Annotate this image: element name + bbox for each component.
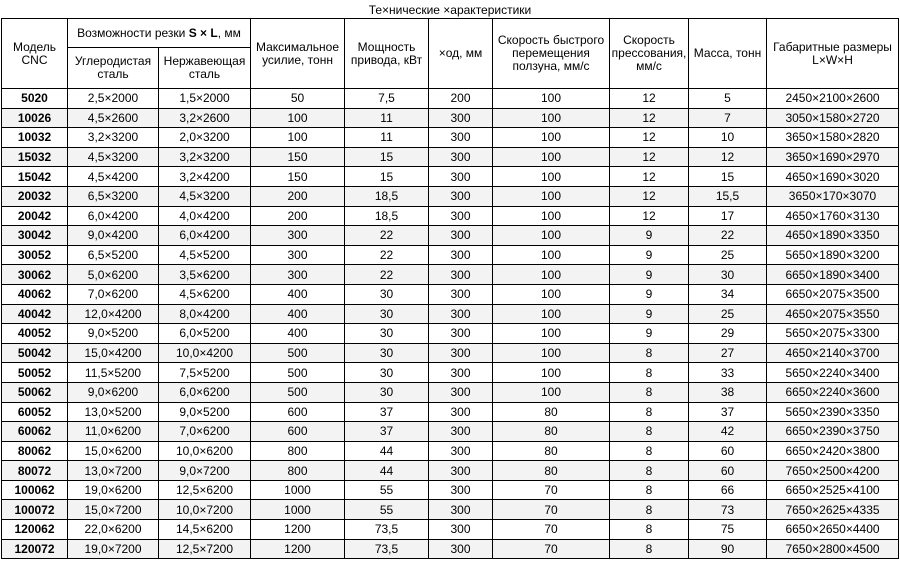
cell-fast-speed: 80 xyxy=(493,441,610,461)
cell-drive-power: 22 xyxy=(345,226,429,246)
cell-max-force: 300 xyxy=(251,226,345,246)
cell-press-speed: 9 xyxy=(610,226,689,246)
cell-mass: 29 xyxy=(689,324,767,344)
header-stroke: ×од, мм xyxy=(429,19,493,89)
cell-fast-speed: 80 xyxy=(493,422,610,442)
cell-carbon-steel: 3,2×3200 xyxy=(68,128,159,148)
cell-max-force: 400 xyxy=(251,284,345,304)
cell-carbon-steel: 2,5×2000 xyxy=(68,89,159,109)
page-title: Те×нические ×арактеристики xyxy=(368,3,532,17)
cell-dimensions: 7650×2500×4200 xyxy=(767,461,899,481)
table-row xyxy=(2,461,899,481)
cell-carbon-steel: 5,0×6200 xyxy=(68,265,159,285)
header-fast-speed: Скорость быстрого перемещения ползуна, мм/с xyxy=(493,19,610,89)
cell-fast-speed: 100 xyxy=(493,226,610,246)
table-row xyxy=(2,343,899,363)
header-press-speed: Скорость прессования, мм/с xyxy=(610,19,689,89)
cell-stroke: 300 xyxy=(429,402,493,422)
cell-stainless-steel: 4,5×5200 xyxy=(159,245,251,265)
cell-mass: 75 xyxy=(689,520,767,540)
cell-stainless-steel: 10,0×6200 xyxy=(159,441,251,461)
table-row xyxy=(2,382,899,402)
cell-drive-power: 30 xyxy=(345,304,429,324)
cell-stroke: 300 xyxy=(429,128,493,148)
cell-mass: 38 xyxy=(689,382,767,402)
cell-stroke: 200 xyxy=(429,89,493,109)
cell-fast-speed: 100 xyxy=(493,186,610,206)
cell-fast-speed: 100 xyxy=(493,363,610,383)
cell-stroke: 300 xyxy=(429,441,493,461)
cell-dimensions: 6650×2240×3600 xyxy=(767,382,899,402)
table-row xyxy=(2,128,899,148)
cell-model: 80062 xyxy=(2,441,68,461)
cell-stroke: 300 xyxy=(429,539,493,559)
cell-press-speed: 8 xyxy=(610,500,689,520)
cell-press-speed: 12 xyxy=(610,147,689,167)
cell-press-speed: 8 xyxy=(610,539,689,559)
cell-press-speed: 8 xyxy=(610,343,689,363)
cell-mass: 33 xyxy=(689,363,767,383)
cell-carbon-steel: 15,0×4200 xyxy=(68,343,159,363)
cell-press-speed: 8 xyxy=(610,520,689,540)
cell-mass: 5 xyxy=(689,89,767,109)
cell-stainless-steel: 6,0×4200 xyxy=(159,226,251,246)
cell-carbon-steel: 6,0×4200 xyxy=(68,206,159,226)
cell-press-speed: 9 xyxy=(610,324,689,344)
table-row xyxy=(2,226,899,246)
cell-carbon-steel: 9,0×4200 xyxy=(68,226,159,246)
cell-fast-speed: 70 xyxy=(493,520,610,540)
cell-dimensions: 4650×2140×3700 xyxy=(767,343,899,363)
cell-fast-speed: 100 xyxy=(493,108,610,128)
cell-mass: 15,5 xyxy=(689,186,767,206)
cell-dimensions: 4650×1690×3020 xyxy=(767,167,899,187)
header-stainless-steel: Нержавеющая сталь xyxy=(159,48,251,89)
spec-table xyxy=(1,18,899,559)
cell-carbon-steel: 11,0×6200 xyxy=(68,422,159,442)
cell-stainless-steel: 6,0×5200 xyxy=(159,324,251,344)
cell-fast-speed: 100 xyxy=(493,265,610,285)
cell-press-speed: 8 xyxy=(610,441,689,461)
cell-press-speed: 8 xyxy=(610,402,689,422)
cell-mass: 42 xyxy=(689,422,767,442)
table-row xyxy=(2,206,899,226)
cell-mass: 30 xyxy=(689,265,767,285)
cell-fast-speed: 80 xyxy=(493,461,610,481)
cell-dimensions: 4650×1760×3130 xyxy=(767,206,899,226)
cell-drive-power: 30 xyxy=(345,324,429,344)
cell-mass: 10 xyxy=(689,128,767,148)
table-row xyxy=(2,363,899,383)
cell-stainless-steel: 3,2×2600 xyxy=(159,108,251,128)
cell-stroke: 300 xyxy=(429,500,493,520)
cell-mass: 66 xyxy=(689,480,767,500)
cell-model: 15042 xyxy=(2,167,68,187)
cell-press-speed: 12 xyxy=(610,128,689,148)
cell-stainless-steel: 14,5×6200 xyxy=(159,520,251,540)
cell-dimensions: 5650×2390×3350 xyxy=(767,402,899,422)
cell-stainless-steel: 4,0×4200 xyxy=(159,206,251,226)
cell-drive-power: 30 xyxy=(345,284,429,304)
cell-carbon-steel: 4,5×2600 xyxy=(68,108,159,128)
cell-carbon-steel: 7,0×6200 xyxy=(68,284,159,304)
cell-mass: 25 xyxy=(689,304,767,324)
cell-max-force: 800 xyxy=(251,461,345,481)
cell-carbon-steel: 19,0×6200 xyxy=(68,480,159,500)
cell-dimensions: 5650×2240×3400 xyxy=(767,363,899,383)
cell-stroke: 300 xyxy=(429,167,493,187)
cell-model: 30052 xyxy=(2,245,68,265)
cell-dimensions: 6650×2525×4100 xyxy=(767,480,899,500)
cell-drive-power: 30 xyxy=(345,382,429,402)
cell-model: 50052 xyxy=(2,363,68,383)
cell-carbon-steel: 22,0×6200 xyxy=(68,520,159,540)
cell-max-force: 400 xyxy=(251,304,345,324)
cell-dimensions: 6650×2650×4400 xyxy=(767,520,899,540)
cell-fast-speed: 100 xyxy=(493,343,610,363)
cell-stroke: 300 xyxy=(429,245,493,265)
cell-drive-power: 22 xyxy=(345,265,429,285)
cell-stainless-steel: 10,0×4200 xyxy=(159,343,251,363)
cell-carbon-steel: 9,0×6200 xyxy=(68,382,159,402)
cell-stroke: 300 xyxy=(429,363,493,383)
table-row xyxy=(2,167,899,187)
cell-fast-speed: 100 xyxy=(493,324,610,344)
cell-model: 100062 xyxy=(2,480,68,500)
cell-max-force: 50 xyxy=(251,89,345,109)
cell-stroke: 300 xyxy=(429,304,493,324)
cell-press-speed: 12 xyxy=(610,186,689,206)
header-mass: Масса, тонн xyxy=(689,19,767,89)
cell-carbon-steel: 13,0×7200 xyxy=(68,461,159,481)
cell-carbon-steel: 15,0×7200 xyxy=(68,500,159,520)
cell-model: 20042 xyxy=(2,206,68,226)
cell-dimensions: 7650×2800×4500 xyxy=(767,539,899,559)
cell-stroke: 300 xyxy=(429,186,493,206)
cell-stainless-steel: 3,5×6200 xyxy=(159,265,251,285)
cell-dimensions: 3650×170×3070 xyxy=(767,186,899,206)
header-max-force: Максимальное усилие, тонн xyxy=(251,19,345,89)
cell-model: 30042 xyxy=(2,226,68,246)
cell-press-speed: 9 xyxy=(610,245,689,265)
header-model: Модель CNC xyxy=(2,19,68,89)
table-row xyxy=(2,186,899,206)
cell-fast-speed: 70 xyxy=(493,500,610,520)
cell-stainless-steel: 8,0×4200 xyxy=(159,304,251,324)
cell-max-force: 300 xyxy=(251,245,345,265)
cell-max-force: 150 xyxy=(251,167,345,187)
cell-mass: 12 xyxy=(689,147,767,167)
cell-press-speed: 12 xyxy=(610,206,689,226)
cell-mass: 22 xyxy=(689,226,767,246)
table-row xyxy=(2,108,899,128)
cell-max-force: 600 xyxy=(251,402,345,422)
cell-stainless-steel: 9,0×7200 xyxy=(159,461,251,481)
cell-stroke: 300 xyxy=(429,382,493,402)
cell-stainless-steel: 7,0×6200 xyxy=(159,422,251,442)
header-drive-power: Мощность привода, кВт xyxy=(345,19,429,89)
cell-stainless-steel: 10,0×7200 xyxy=(159,500,251,520)
cell-stainless-steel: 12,5×7200 xyxy=(159,539,251,559)
table-row xyxy=(2,480,899,500)
cell-dimensions: 6650×2420×3800 xyxy=(767,441,899,461)
cell-mass: 60 xyxy=(689,441,767,461)
cell-press-speed: 9 xyxy=(610,265,689,285)
cell-max-force: 1200 xyxy=(251,520,345,540)
table-body xyxy=(2,89,899,559)
cell-drive-power: 37 xyxy=(345,422,429,442)
cell-carbon-steel: 19,0×7200 xyxy=(68,539,159,559)
cell-dimensions: 6650×2390×3750 xyxy=(767,422,899,442)
cell-stainless-steel: 3,2×3200 xyxy=(159,147,251,167)
cell-dimensions: 3650×1690×2970 xyxy=(767,147,899,167)
cell-drive-power: 37 xyxy=(345,402,429,422)
table-row xyxy=(2,245,899,265)
cell-drive-power: 15 xyxy=(345,167,429,187)
cell-carbon-steel: 6,5×5200 xyxy=(68,245,159,265)
cell-stainless-steel: 4,5×6200 xyxy=(159,284,251,304)
cell-max-force: 800 xyxy=(251,441,345,461)
cell-model: 15032 xyxy=(2,147,68,167)
cell-max-force: 1200 xyxy=(251,539,345,559)
cell-stainless-steel: 1,5×2000 xyxy=(159,89,251,109)
cell-drive-power: 18,5 xyxy=(345,206,429,226)
cell-model: 40052 xyxy=(2,324,68,344)
cell-stroke: 300 xyxy=(429,324,493,344)
table-row xyxy=(2,441,899,461)
cell-fast-speed: 80 xyxy=(493,402,610,422)
header-dimensions: Габаритные размеры L×W×H xyxy=(767,19,899,89)
cell-mass: 7 xyxy=(689,108,767,128)
cell-drive-power: 11 xyxy=(345,108,429,128)
table-row xyxy=(2,520,899,540)
cell-dimensions: 6650×1890×3400 xyxy=(767,265,899,285)
cell-stroke: 300 xyxy=(429,480,493,500)
cell-max-force: 400 xyxy=(251,324,345,344)
cell-fast-speed: 100 xyxy=(493,167,610,187)
cell-max-force: 100 xyxy=(251,128,345,148)
table-header xyxy=(2,19,899,89)
cell-mass: 60 xyxy=(689,461,767,481)
cell-stainless-steel: 3,2×4200 xyxy=(159,167,251,187)
table-row xyxy=(2,500,899,520)
cell-carbon-steel: 4,5×3200 xyxy=(68,147,159,167)
cell-stroke: 300 xyxy=(429,520,493,540)
cell-press-speed: 8 xyxy=(610,363,689,383)
cell-drive-power: 18,5 xyxy=(345,186,429,206)
cell-model: 100072 xyxy=(2,500,68,520)
cell-drive-power: 55 xyxy=(345,500,429,520)
cell-drive-power: 30 xyxy=(345,363,429,383)
cell-carbon-steel: 11,5×5200 xyxy=(68,363,159,383)
cell-model: 50062 xyxy=(2,382,68,402)
cell-model: 40062 xyxy=(2,284,68,304)
cell-dimensions: 4650×2075×3550 xyxy=(767,304,899,324)
cell-fast-speed: 100 xyxy=(493,128,610,148)
cell-max-force: 200 xyxy=(251,206,345,226)
cell-model: 20032 xyxy=(2,186,68,206)
cell-model: 120072 xyxy=(2,539,68,559)
cell-model: 60062 xyxy=(2,422,68,442)
cell-drive-power: 30 xyxy=(345,343,429,363)
cell-press-speed: 9 xyxy=(610,304,689,324)
cell-carbon-steel: 15,0×6200 xyxy=(68,441,159,461)
cell-mass: 15 xyxy=(689,167,767,187)
cell-stainless-steel: 6,0×6200 xyxy=(159,382,251,402)
cell-fast-speed: 100 xyxy=(493,304,610,324)
cell-dimensions: 3050×1580×2720 xyxy=(767,108,899,128)
table-row xyxy=(2,422,899,442)
cell-dimensions: 4650×1890×3350 xyxy=(767,226,899,246)
cell-press-speed: 8 xyxy=(610,480,689,500)
cell-carbon-steel: 4,5×4200 xyxy=(68,167,159,187)
cell-mass: 17 xyxy=(689,206,767,226)
cell-model: 40042 xyxy=(2,304,68,324)
cell-mass: 37 xyxy=(689,402,767,422)
cell-max-force: 500 xyxy=(251,363,345,383)
cell-stroke: 300 xyxy=(429,422,493,442)
cell-press-speed: 8 xyxy=(610,461,689,481)
cell-stroke: 300 xyxy=(429,226,493,246)
cell-max-force: 200 xyxy=(251,186,345,206)
cell-stroke: 300 xyxy=(429,284,493,304)
cell-fast-speed: 100 xyxy=(493,89,610,109)
cell-max-force: 100 xyxy=(251,108,345,128)
cell-stainless-steel: 12,5×6200 xyxy=(159,480,251,500)
cell-drive-power: 15 xyxy=(345,147,429,167)
cell-drive-power: 7,5 xyxy=(345,89,429,109)
cell-stroke: 300 xyxy=(429,343,493,363)
cell-carbon-steel: 9,0×5200 xyxy=(68,324,159,344)
cell-fast-speed: 100 xyxy=(493,284,610,304)
cell-press-speed: 12 xyxy=(610,108,689,128)
cell-mass: 27 xyxy=(689,343,767,363)
cell-max-force: 600 xyxy=(251,422,345,442)
cell-fast-speed: 100 xyxy=(493,147,610,167)
cell-stroke: 300 xyxy=(429,265,493,285)
cell-press-speed: 8 xyxy=(610,422,689,442)
cell-model: 50042 xyxy=(2,343,68,363)
cell-stainless-steel: 2,0×3200 xyxy=(159,128,251,148)
cell-dimensions: 6650×2075×3500 xyxy=(767,284,899,304)
cell-model: 60052 xyxy=(2,402,68,422)
table-row xyxy=(2,147,899,167)
cell-mass: 90 xyxy=(689,539,767,559)
cell-drive-power: 73,5 xyxy=(345,539,429,559)
cell-drive-power: 44 xyxy=(345,441,429,461)
cell-press-speed: 12 xyxy=(610,167,689,187)
header-carbon-steel: Углеродистая сталь xyxy=(68,48,159,89)
cell-model: 10032 xyxy=(2,128,68,148)
header-cut-capacity: Возможности резки S × L, мм xyxy=(68,19,251,48)
cell-dimensions: 5650×2075×3300 xyxy=(767,324,899,344)
cell-stainless-steel: 9,0×5200 xyxy=(159,402,251,422)
cell-stainless-steel: 4,5×3200 xyxy=(159,186,251,206)
cell-model: 10026 xyxy=(2,108,68,128)
cell-stainless-steel: 7,5×5200 xyxy=(159,363,251,383)
cell-max-force: 500 xyxy=(251,382,345,402)
cell-model: 80072 xyxy=(2,461,68,481)
cell-mass: 25 xyxy=(689,245,767,265)
cell-fast-speed: 100 xyxy=(493,245,610,265)
table-row xyxy=(2,304,899,324)
cell-dimensions: 7650×2625×4335 xyxy=(767,500,899,520)
cell-drive-power: 11 xyxy=(345,128,429,148)
table-row xyxy=(2,324,899,344)
cell-fast-speed: 100 xyxy=(493,206,610,226)
cell-drive-power: 55 xyxy=(345,480,429,500)
cell-dimensions: 3650×1580×2820 xyxy=(767,128,899,148)
cell-press-speed: 12 xyxy=(610,89,689,109)
table-row xyxy=(2,284,899,304)
cell-press-speed: 8 xyxy=(610,382,689,402)
cell-max-force: 1000 xyxy=(251,480,345,500)
cell-drive-power: 44 xyxy=(345,461,429,481)
cell-stroke: 300 xyxy=(429,147,493,167)
table-row xyxy=(2,265,899,285)
cell-drive-power: 22 xyxy=(345,245,429,265)
cell-mass: 73 xyxy=(689,500,767,520)
cell-max-force: 150 xyxy=(251,147,345,167)
cell-dimensions: 5650×1890×3200 xyxy=(767,245,899,265)
table-row xyxy=(2,539,899,559)
cell-fast-speed: 70 xyxy=(493,539,610,559)
cell-max-force: 300 xyxy=(251,265,345,285)
table-row xyxy=(2,402,899,422)
cell-drive-power: 73,5 xyxy=(345,520,429,540)
cell-carbon-steel: 13,0×5200 xyxy=(68,402,159,422)
table-row xyxy=(2,89,899,109)
cell-dimensions: 2450×2100×2600 xyxy=(767,89,899,109)
cell-mass: 34 xyxy=(689,284,767,304)
cell-fast-speed: 70 xyxy=(493,480,610,500)
cell-model: 5020 xyxy=(2,89,68,109)
cell-model: 120062 xyxy=(2,520,68,540)
cell-model: 30062 xyxy=(2,265,68,285)
cell-carbon-steel: 12,0×4200 xyxy=(68,304,159,324)
cell-max-force: 500 xyxy=(251,343,345,363)
cell-stroke: 300 xyxy=(429,461,493,481)
cell-press-speed: 9 xyxy=(610,284,689,304)
cell-stroke: 300 xyxy=(429,206,493,226)
cell-stroke: 300 xyxy=(429,108,493,128)
cell-max-force: 1000 xyxy=(251,500,345,520)
cell-fast-speed: 100 xyxy=(493,382,610,402)
cell-carbon-steel: 6,5×3200 xyxy=(68,186,159,206)
